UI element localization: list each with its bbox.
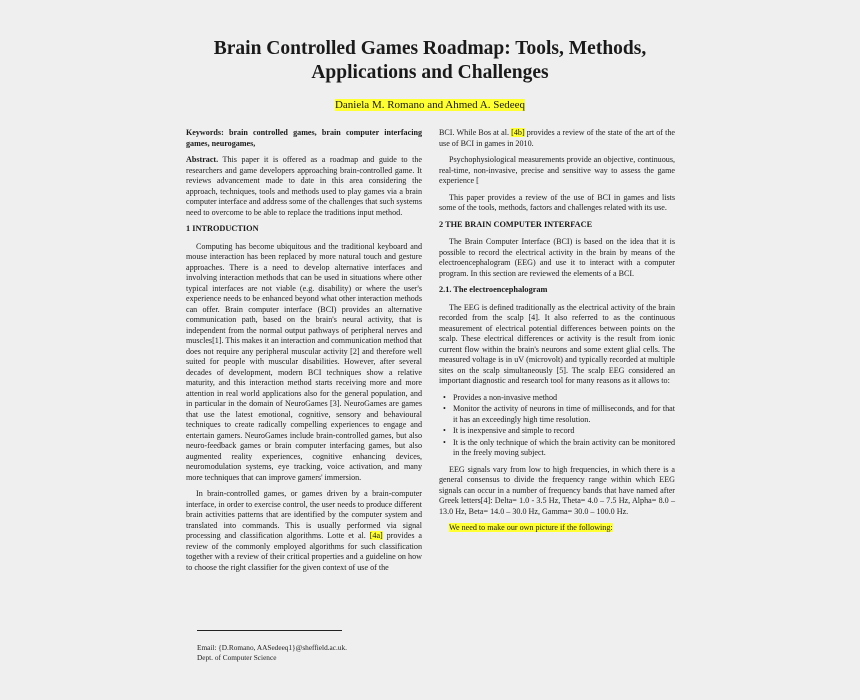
bullet-icon: •	[443, 437, 446, 447]
footnote-divider	[197, 630, 342, 631]
final-note: We need to make our own picture if the following:	[449, 523, 613, 532]
bullet-icon: •	[443, 404, 446, 413]
footnote-email: Email: {D.Romano, AASedeeq1}@sheffield.ac.uk.	[197, 643, 347, 652]
right-paragraph-4: The Brain Computer Interface (BCI) is based on the idea that it is possible to record the electrical activity in the brain by means of the electroencephalogram (EEG) and use it to interact with a computer program. In this section are reviewed the elements of a BCI.	[439, 237, 675, 278]
abstract	[186, 155, 422, 218]
list-item	[439, 426, 675, 437]
list-item	[439, 404, 675, 425]
intro-p2-text-b: provides a review of the commonly employed algorithms for such classification together with a review of their critical properties and a guideline on how to choose the right classifier for the given context of use of the	[186, 531, 422, 572]
final-note-line	[439, 523, 675, 534]
right-paragraph-2: Psychophysiological measurements provide an objective, continuous, real-time, non-invasive, precise and sensitive way to assess the game experience [	[439, 155, 675, 185]
right-paragraph-3: This paper provides a review of the use of BCI in games and lists some of the tools, methods, factors and challenges related with its use.	[439, 192, 675, 212]
keywords-text: brain controlled games, brain computer interfacing games, neurogames,	[186, 128, 422, 148]
section-2-1-heading: 2.1. The electroencephalogram	[439, 285, 548, 294]
abstract-label: Abstract.	[186, 155, 219, 164]
citation-4b: [4b]	[511, 128, 525, 137]
title-line-1: Brain Controlled Games Roadmap: Tools, Methods,	[213, 38, 647, 59]
list-item-text: It is the only technique of which the brain activity can be monitored in the freely moving subject.	[453, 437, 675, 457]
list-item-text: Monitor the activity of neurons in time of milliseconds, and for that it has an exceedingly high time resolution.	[453, 404, 675, 424]
left-column	[186, 128, 422, 579]
keywords	[186, 128, 422, 149]
intro-p2-text-a: In brain-controlled games, or games driven by a brain-computer interface, in order to exercise control, the user needs to produce different brain activities patterns that are identified by the computer system and translated into commands. This is usually performed via signal processing and classification algorithms. Lotte et al.	[186, 489, 422, 540]
footnote	[197, 643, 427, 662]
abstract-text: This paper it is offered as a roadmap and guide to the researchers and game developers approaching brain-controlled game. It reviews advancement made to date in this area considering the approach, techniques, tools and methods used to play games via a brain computer interface and address some of the challenges that such systems need to overcome to be able to replace the traditions input method.	[186, 155, 422, 217]
eeg-bullet-list	[439, 393, 675, 459]
citation-4a: [4a]	[369, 531, 383, 540]
title-line-2: Applications and Challenges	[311, 62, 549, 83]
bullet-icon: •	[443, 426, 446, 435]
list-item	[439, 438, 675, 459]
right-p1-text-b: provides a review of the state of the art of the use of BCI in games in 2010.	[439, 128, 675, 148]
intro-paragraph-1: Computing has become ubiquitous and the traditional keyboard and mouse interaction has been replaced by more natural touch and gesture approaches. There is a need to develop alternative interfaces and involving interaction methods that can be used in situations where other typical interfaces are not viable (e.g. disability) or where the user's experience needs to be enhanced beyond what other interaction methods can offer. Brain computer interface (BCI) provides an alternative communication path, based on the brain's neural activity, that is independent from the normal output pathways of peripheral nerves and muscles[1]. This makes it an interaction and communication method that does not require any peripheral muscular activity [2] and therefore well suited for people with muscular disabilities. However, after several decades of development, modern BCI techniques show a relative maturity, and this interaction method starts receiving more and more attention in real world applications also for the general population, and in particular in the domain of NeuroGames [3]. NeuroGames are games that use the latest emotional, cognitive, sensory and behavioural techniques to create radically compelling experiences to engage and entertain gamers. NeuroGames include brain-controlled games, but also neuro-feedback games or brain computer interfacing games, but also augmented reality experiences, cognitive enhancing devices, neuromodulation systems, eye tracking, voice activation, and many more techniques that can improve gamers' immersion.	[186, 241, 422, 482]
list-item	[439, 393, 675, 404]
section-2-heading: 2 THE BRAIN COMPUTER INTERFACE	[439, 219, 593, 229]
footnote-dept: Dept. of Computer Science	[197, 652, 277, 662]
intro-paragraph-2	[186, 489, 422, 573]
authors-line	[0, 99, 860, 112]
authors: Daniela M. Romano and Ahmed A. Sedeeq	[334, 99, 526, 111]
right-paragraph-6: EEG signals vary from low to high frequencies, in which there is a general consensus to divide the frequency range within which EEG signals can occur in a number of frequency bands that have named after Greek letters[4]: Delta= 1.0 - 3.5 Hz, Theta= 4.0 – 7.5 Hz, Alpha= 8.0 – 13.0 Hz, Beta= 14.0 – 30.0 Hz, Gamma= 30.0 – 100.0 Hz.	[439, 464, 675, 516]
paper-title	[140, 37, 720, 85]
right-column	[439, 128, 675, 540]
list-item-text: It is inexpensive and simple to record	[453, 426, 575, 435]
bullet-icon: •	[443, 392, 446, 402]
keywords-label: Keywords:	[186, 128, 224, 137]
right-p1-text-a: BCI. While Bos at al.	[439, 128, 512, 137]
list-item-text: Provides a non-invasive method	[453, 392, 558, 402]
section-1-heading: 1 INTRODUCTION	[186, 224, 259, 233]
right-paragraph-5: The EEG is defined traditionally as the electrical activity of the brain recorded from the scalp [4]. It also referred to as the continuous measurement of electrical potential differences between points on the scalp. These electrical differences or activity is the result from ionic current flow within the brain's neurons and some extent glial cells. The measured voltage is in uV (microvolt) and typically recorded at multiple sites on the scalp simultaneously [5]. The scalp EEG considered an important diagnostic and research tool for many reasons as it allows to:	[439, 302, 675, 385]
right-paragraph-1	[439, 128, 675, 149]
